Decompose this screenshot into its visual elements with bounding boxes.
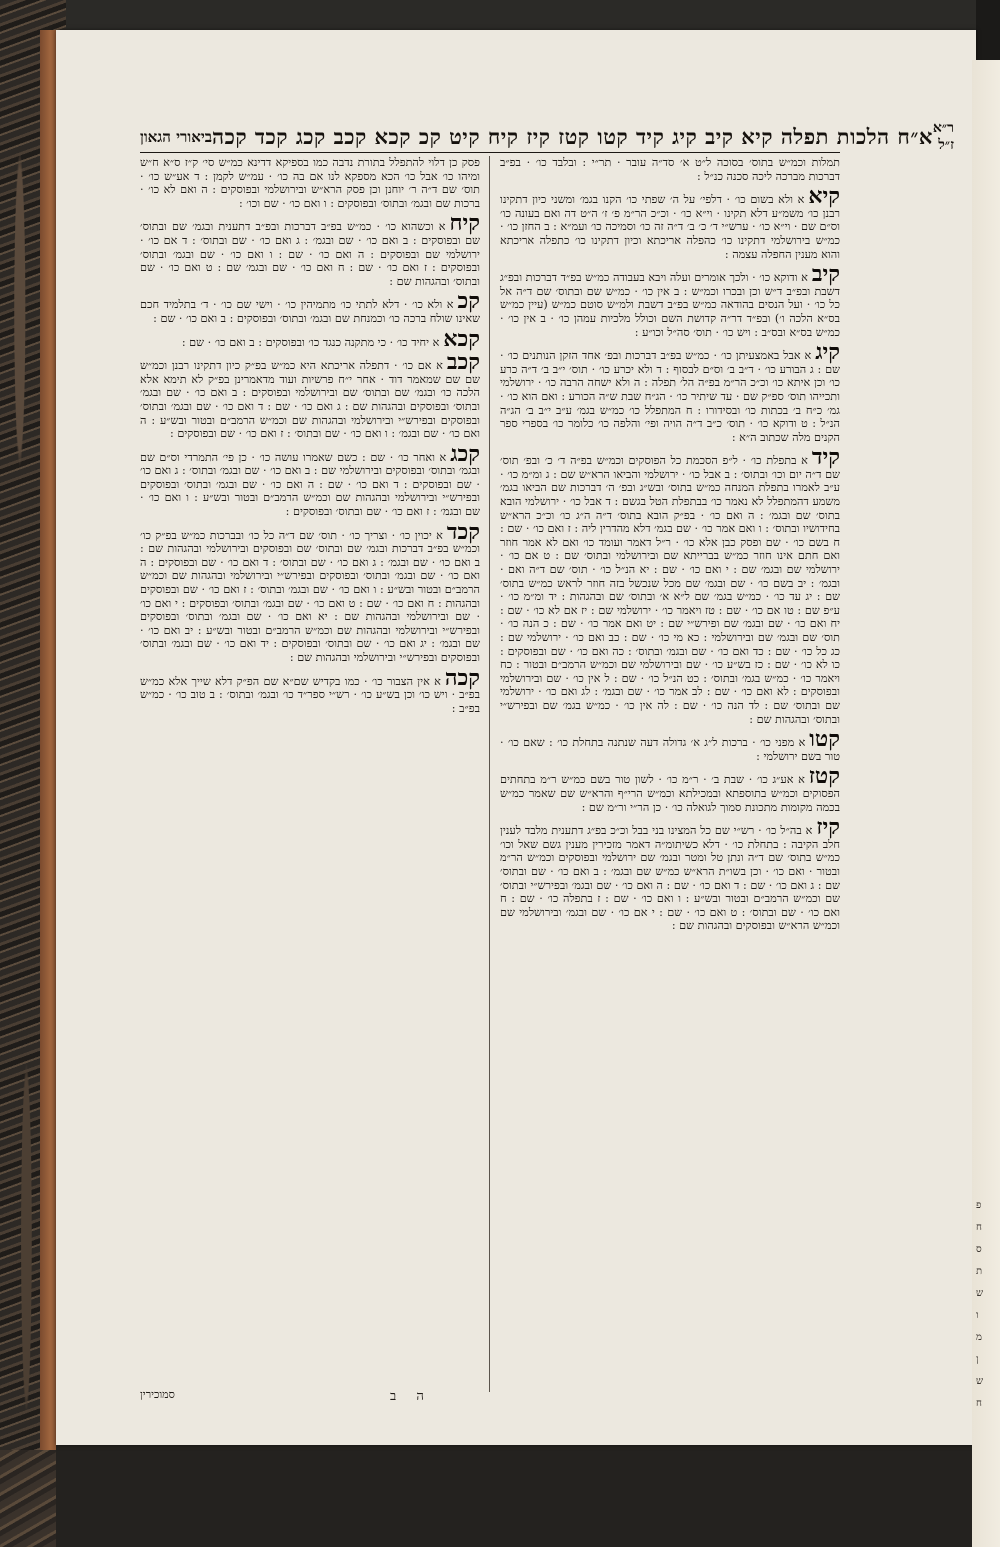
siman-marker: קיח bbox=[449, 210, 480, 237]
paragraph-text: תמלות וכמ״ש בתוס׳ בסוכה ל״ט א׳ סד״ה עובר · תר״י : ובלבד כו׳ · בפ״ב דברכות מברכה ליכה סכנה כנ״ל : bbox=[500, 156, 840, 183]
facing-page-fragment: ש bbox=[976, 1376, 984, 1387]
facing-page-edge bbox=[972, 60, 1000, 1547]
paragraph-text: א יחיד כו׳ · כי מתקנה כנגד כו׳ ובפוסקים : ב ואם כו׳ · שם : bbox=[181, 335, 440, 349]
paragraph-text: א אם כו׳ · דתפלה אריכתא היא כמ״ש בפ״ק כיון דתקינו רבנן וכמ״ש שם שם שמאמר דוד · אחר י״ח פרשיות ועוד מדאמרינן בפ״ק לא תימא אלא הלכה כו׳ ובגמ׳ שם ובתוס׳ שם ובירושלמי ובפוסקים : ב ואם כו׳ · שם ובגמ׳ ובתוס׳ ובפוסקים ובהגהות שם : ג ואם כו׳ · שם : ד ואם כו׳ · שם ובגמ׳ ובתוס׳ ובפוסקים ובפירש״י ובירושלמי ובהגהות שם וכמ״ש הרמב״ם ובטור ובש״ע : ה ואם כו׳ · שם ובגמ׳ : ו ואם כו׳ · שם ובתוס׳ : ז ואם כו׳ · שם ובפוסקים : bbox=[140, 359, 480, 441]
paragraph-text: א בה״ל כו׳ · רש״י שם כל המצינו בני בבל וכ״כ בפ״ג דתענית מלבד לענין חלב הקיבה : בתחלת כו׳ · דלא כשיתומ״ה דאמר מזכירין מענין גשם שאל וכו׳ כמ״ש בתוס׳ שם ד״ה ונתן טל ומטר ובגמ׳ שם ירושלמי ובפוסקים וכמ״ש הר״מ ובטור · ואם כו׳ · וכן בשו״ת הרא״ש כמ״ש שם ובגמ׳ : ב ואם כו׳ · שם ובתוס׳ שם : ג ואם כו׳ · שם : ד ואם כו׳ · שם : ה ואם כו׳ · שם ובגמ׳ ובפירש״י ובתוס׳ שם וכמ״ש הרמב״ם ובטור ובש״ע : ו ואם כו׳ · שם : ז בתפלה כו׳ · שם : ח ואם כו׳ · שם ובתוס׳ : ט ואם כו׳ · שם : י אם כו׳ · שם ובגמ׳ ובירושלמי שם וכמ״ש הרא״ש ובפוסקים ובהגהות שם : bbox=[500, 824, 840, 933]
siman-marker: קטז bbox=[808, 763, 840, 790]
commentary-paragraph bbox=[140, 664, 480, 716]
commentary-paragraph bbox=[140, 156, 480, 210]
commentary-paragraph bbox=[500, 339, 840, 444]
siman-marker: קכד bbox=[446, 518, 480, 545]
paragraph-text: א ודוקא כו׳ · ולכך אומרים ועלה ויבא בעבודה כמ״ש בפ״ד דברכות ובפ״ג דשבת ובפ״ב ד״ש וכן ובכרו וכמ״ש : ב אין כו׳ · כמ״ש שם ובתוס׳ שם ד״ה אל כל כו׳ · ועל הנסים בהודאה כמ״ש בפ״ב דשבת ולמ״ש סוטם כמ״ש (עיין כמ״ש בס״א הלכה ו׳) ובפ״ד דר״ה קדושת השם וכולל מלכיות עמהן כו׳ · ב אין כו׳ · כמ״ש בס״א ובס״ב : ויש כו׳ · תוס׳ סה״ל וכו״ע : bbox=[500, 271, 840, 339]
facing-page-fragment: ת bbox=[976, 1266, 983, 1277]
commentary-paragraph bbox=[500, 444, 840, 726]
commentary-paragraph bbox=[140, 325, 480, 352]
background-bottom bbox=[56, 1445, 1000, 1547]
page-header bbox=[140, 120, 954, 153]
siman-marker: קטו bbox=[809, 726, 840, 753]
siman-marker: קיד bbox=[811, 444, 840, 471]
facing-page-fragment: ח bbox=[976, 1398, 982, 1409]
commentary-paragraph bbox=[140, 349, 480, 441]
facing-page-fragment: ש bbox=[976, 1288, 984, 1299]
paragraph-text: א אין הצבור כו׳ · כמו בקדיש שם״א שם הפ״ק דלא שייך אלא כמ״ש בפ״ב · ויש כו׳ וכן בש״ע כו׳ · רש״י ספר״ד כו׳ ובגמ׳ ובתוס׳ : ב טוב כו׳ · כמ״ש בפ״ב : bbox=[140, 674, 480, 715]
paragraph-text: א בתפלת כו׳ · ל״פ הסכמת כל הפוסקים וכמ״ש בפ״ה ד׳ כ׳ ובפ׳ תוס׳ שם ד״ה יום וכו׳ ובתוס׳ : ב אבל כו׳ · ירושלמי והביאו הרא״ש שם : ג ומ״מ כו׳ · ע״ב לאמרו בתפלת המנחה כמ״ש בתוס׳ ובש״ג ובפ׳ ה׳ דברכות שם הביאו בגמ׳ משמע דהמתפלל לא נאמר כו׳ בבתפלת הטל בגשם : ד אבל כו׳ · ירושלמי הובא בתוס׳ שם ובגמ׳ : ה ואם כו׳ · בפ״ק הובא בתוס׳ ד״ה ה״ג כו׳ וכ״כ הרא״ש בחידושיו ובתוס׳ : ו ואם אמר כו׳ · שם בגמ׳ דלא מהדרין ליה : ז ואם כו׳ · שם : ח בשם כו׳ · שם ופסק כבן אלא כו׳ · ר״ל דאמר ועומד כו׳ ואם לא אמר חוזר ואם חתם אינו חוזר כמ״ש בברייתא שם ובירושלמי ובתוס׳ שם : ט אם כו׳ · ירושלמי שם ובגמ׳ שם : י ואם כו׳ · שם : יא הנ״ל כו׳ · תוס׳ שם ד״ה ואם · ובגמ׳ : יב בשם כו׳ · שם ובגמ׳ שם מכל שנכשל בזה חוזר לראש כמ״ש בתוס׳ שם : יג עד כו׳ · כמ״ש בגמ׳ שם ל״א א׳ ובתוס׳ שם ובהגהות : יד ומ״מ כו׳ · ע״פ שם : טו אם כו׳ · שם : טז ויאמר כו׳ · ירושלמי שם : יז אם לא כו׳ · שם : יח ואם כו׳ · שם ובגמ׳ שם ופירש״י שם : יט ואם אמר כו׳ · שם : כ הנה כו׳ · תוס׳ שם ובגמ׳ שם ובירושלמי : כא מי כו׳ · שם : כב ואם כו׳ · ירושלמי שם : כג כל כו׳ · שם : כד ואם כו׳ · שם ובגמ׳ ובתוס׳ : כה ואם כו׳ · שם ובפוסקים : כו לא כו׳ · שם : כז בש״ע כו׳ · שם ובירושלמי שם וכמ״ש הרמב״ם ובטור : כח ויאמר כו׳ · כמ״ש בגמ׳ ובתוס׳ : כט הנ״ל כו׳ · שם : ל אין כו׳ · שם ובירושלמי ובפוסקים : לא ואם כו׳ · שם : לב אמר כו׳ · שם ובגמ׳ : לג ואם כו׳ · ירושלמי שם ובתוס׳ שם : לד הנה כו׳ · שם : לה אין כו׳ · כמ״ש בגמ׳ שם ובפירש״י ובתוס׳ ובהגהות שם : bbox=[500, 454, 840, 726]
paragraph-text: א ולא כו׳ · דלא לתתי כו׳ מתמיהין כו׳ · וישי שם כו׳ · ד׳ בתלמיד חכם שאינו שולח ברכה כו׳ וכמנחת שם ובגמ׳ ובתוס׳ ובפוסקים : ב ואם כו׳ · שם : bbox=[140, 298, 480, 325]
commentary-paragraph bbox=[500, 763, 840, 814]
paragraph-text: א יכוין כו׳ · וצריך כו׳ · תוס׳ שם ד״ה כל כו׳ ובברכות כמ״ש בפ״ק כו׳ וכמ״ש בפ״ב דברכות ובגמ׳ שם ובתוס׳ שם ובפוסקים ובירושלמי ובהגהות שם : ב ואם כו׳ · שם ובגמ׳ : ג ואם כו׳ · שם ובתוס׳ : ד ואם כו׳ · שם ובפוסקים : ה ואם כו׳ · שם ובגמ׳ ובתוס׳ ובפוסקים ובפירש״י ובירושלמי ובהגהות שם וכמ״ש הרמב״ם ובטור ובש״ע : ו ואם כו׳ · שם ובגמ׳ ובתוס׳ : ז ואם כו׳ · שם ובפוסקים ובהגהות : ח ואם כו׳ · שם : ט ואם כו׳ · שם ובגמ׳ ובתוס׳ ובפוסקים : י ואם כו׳ · שם ובירושלמי ובהגהות שם : יא ואם כו׳ · שם ובגמ׳ ובתוס׳ ובפוסקים ובפירש״י ובירושלמי ובהגהות שם וכמ״ש הרמב״ם ובטור ובש״ע : יב ואם כו׳ · שם ובגמ׳ : יג ואם כו׳ · שם ובתוס׳ ובפוסקים : יד ואם כו׳ · שם ובגמ׳ ובתוס׳ ובפוסקים ובפירש״י ובירושלמי ובהגהות שם : bbox=[140, 528, 480, 664]
commentary-paragraph bbox=[140, 518, 480, 665]
header-left: ביאורי הגאון bbox=[140, 127, 213, 146]
header-right: ר״א ז״ל bbox=[932, 120, 954, 153]
siman-marker: קכ bbox=[457, 288, 480, 315]
commentary-paragraph bbox=[500, 156, 840, 183]
paragraph-text: א ולא בשום כו׳ · דלפי׳ על ה׳ שפתי כו׳ הקנו בגמ׳ ומשני כיון דתקינו רבנן כו׳ משמ״ע דלא תקינו · וי״א כו׳ · וכ״כ הר״מ פ׳ ז׳ ה״ט דה ואם בעונה כו׳ וס״ם שם · וי״א כו׳ · ערש״י ד׳ כ׳ ב׳ ד״ה זה כו׳ וסמיכה כו׳ ועמ״א : ב החזן כו׳ · כמ״ש בירושלמי דתקינו כו׳ כהפלה אריכתא וכיון דתקינו כו׳ כתפלה אריכתא והוא מענין החפלה עצמה : bbox=[500, 193, 840, 261]
facing-page-fragment: מ bbox=[976, 1332, 982, 1343]
paragraph-text: א אע״ג כו׳ · שבת ב׳ · ר״מ כו׳ · לשון טור בשם כמ״ש ר״מ בתחתים הפסוקים וכמ״ש בתוספתא ובמכילתא וכמ״ש הרי״ף והרא״ש שם שאמר כמ״ש בכמה מקומות מתכונת סמוך לגואלה כו׳ · כן הר״י ור״מ שם : bbox=[500, 773, 840, 814]
page-footer bbox=[140, 1388, 840, 1410]
facing-page-fragment: ן bbox=[976, 1354, 979, 1365]
facing-page-fragment: ח bbox=[976, 1222, 982, 1233]
column-divider bbox=[489, 156, 490, 1392]
siman-marker: קכב bbox=[446, 349, 480, 376]
siman-marker: קיז bbox=[816, 814, 840, 841]
catchword: סמוכירין bbox=[140, 1388, 175, 1401]
siman-marker: קיב bbox=[811, 261, 840, 288]
siman-marker: קיא bbox=[808, 183, 840, 210]
commentary-paragraph bbox=[500, 726, 840, 763]
signature-mark: ה ב bbox=[390, 1389, 432, 1404]
facing-page-fragment: ס bbox=[976, 1244, 982, 1255]
siman-marker: קיג bbox=[815, 339, 840, 366]
right-column bbox=[500, 156, 840, 1398]
siman-marker: קכה bbox=[444, 664, 480, 691]
commentary-paragraph bbox=[500, 814, 840, 933]
facing-page-fragment: פ bbox=[976, 1200, 982, 1211]
commentary-paragraph bbox=[140, 440, 480, 519]
paragraph-text: א וכשהוא כו׳ · כמ״ש בפ״ב דברכות ובפ״ב דתענית ובגמ׳ שם ובתוס׳ שם ובפוסקים : ב ואם כו׳ · שם ובגמ׳ : ג ואם כו׳ · שם ובתוס׳ : ד אם כו׳ · ירושלמי שם ובפוסקים : ה ואם כו׳ · שם : ו ואם כו׳ · שם ובגמ׳ ובתוס׳ ובפוסקים : ז ואם כו׳ · שם : ח ואם כו׳ · שם ובגמ׳ שם : ט ואם כו׳ · שם ובתוס׳ ובהגהות שם : bbox=[140, 220, 480, 288]
siman-marker: קכא bbox=[443, 325, 480, 352]
commentary-paragraph bbox=[140, 288, 480, 325]
paragraph-text: פסק כן דלוי להתפלל בתורת נדבה כמו בספיקא דדינא כמ״ש סי׳ ק״ז ס״א ח״ש ומיהו כו׳ אבל כו׳ הכא מספקא לנו אם בה כו׳ · עמ״ש לקמן : ד אע״ש כו׳ · תוס׳ שם ד״ה ר׳ יוחנן וכן פסק הרא״ש ובירושלמי ובפוסקים : ה ואם לא כו׳ · ברכות שם ובגמ׳ ובתוס׳ ובפוסקים : ו ואם כו׳ · שם וכו׳ : bbox=[140, 156, 480, 210]
paragraph-text: א אבל באמצעיתן כו׳ · כמ״ש בפ״ב דברכות ובפ׳ אחד הזקן הנותנים כו׳ · שם : ג הבורע כו׳ · ד״ב ב׳ וס״ם לבסוף : ד ולא יכרע כו׳ · תוס׳ י״ב ב׳ ד״ה כרע כו׳ וכן איתא כו׳ וכ״כ הר״מ בפ״ה הל׳ תפלה : ה ולא ישחה הרבה כו׳ · ירושלמי ותכייהו תוס׳ ספ״ק שם · עד שיתיר כו׳ · הג״ח שבת ש״ה הכורע : ואם הוא כו׳ · גמ׳ כ״ח ב׳ בכתות כו׳ ובסידורו : ח המתפלל כו׳ כמ״ש בגמ׳ ע״ב י״ב ב׳ הג״ה הנ״ל : ט ודוקא כו׳ · תוס׳ כ״ב ד״ה הויה ופי׳ והלפה כו׳ כלומר כו׳ בספרי ספר הקנים מלה שכתוב ה״א : bbox=[500, 349, 840, 444]
text-columns bbox=[140, 156, 840, 1406]
commentary-paragraph bbox=[500, 183, 840, 261]
commentary-paragraph bbox=[500, 261, 840, 339]
commentary-paragraph bbox=[140, 210, 480, 288]
facing-page-fragment: ו bbox=[976, 1310, 979, 1321]
siman-marker: קכג bbox=[450, 440, 480, 467]
left-column bbox=[140, 156, 480, 1398]
paragraph-text: א מפני כו׳ · ברכות ל״ג א׳ גדולה דעה שנתנה בתחלת כו׳ : שאם כו׳ · טור בשם ירושלמי : bbox=[500, 736, 840, 763]
background-corner bbox=[976, 0, 1000, 60]
header-title: א״ח הלכות תפלה קיא קיב קיג קיד קטו קטז קיז קיח קיט קכ קכא קכב קכג קכד קכה bbox=[212, 124, 933, 149]
paragraph-text: א ואחר כו׳ · שם : כשם שאמרו עושה כו׳ · כן פי׳ התמרדי וס״ם שם ובגמ׳ ובתוס׳ ובפוסקים ובירושלמי שם : ב ואם כו׳ · שם ובגמ׳ ובתוס׳ : ג ואם כו׳ · שם ובפוסקים : ד ואם כו׳ · שם : ה ואם כו׳ · שם ובגמ׳ ובתוס׳ ובפוסקים ובפירש״י ובירושלמי ובהגהות שם וכמ״ש הרמב״ם ובטור ובש״ע : ו ואם כו׳ · שם ובגמ׳ : ז ואם כו׳ · שם ובתוס׳ ובפוסקים : bbox=[140, 450, 480, 519]
